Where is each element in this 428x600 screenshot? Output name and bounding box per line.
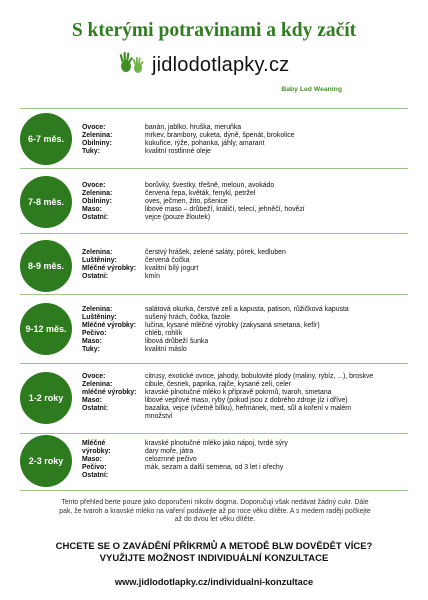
- note-line: Tento přehled berte pouze jako doporučení nikoliv dogma. Doporučuji však nedávat žádný cukr. Dále: [61, 499, 369, 506]
- row-value: libové vepřové maso, ryby (pokud jsou z dobrého zdroje jíz i dříve): [145, 397, 348, 404]
- row-label: Zelenina:: [82, 190, 113, 197]
- row-value: kvalitní bílý jogurt: [145, 265, 199, 272]
- row-label: Obilniny:: [82, 198, 112, 205]
- row-label: Ostatní:: [82, 472, 109, 479]
- row-label: Maso:: [82, 397, 102, 404]
- row-value: kvalitní rostlinné oleje: [145, 148, 211, 155]
- row-value: vejce (pouze žloutek): [145, 214, 211, 221]
- row-value: banán, jablko, hruška, meruňka: [145, 124, 242, 131]
- row-label: Pečivo:: [82, 464, 107, 471]
- logo-text: jidlodotlapky.cz: [152, 53, 290, 76]
- row-label: Maso:: [82, 456, 102, 463]
- row-label: Zelenina:: [82, 306, 113, 313]
- separator: [20, 363, 408, 364]
- row-value: salátová okurka, čerstvé zelí a kapusta, patison, růžičková kapusta: [145, 306, 349, 313]
- row-label: Maso:: [82, 206, 102, 213]
- separator: [20, 233, 408, 234]
- separator: [20, 108, 408, 109]
- row-value: červená řepa, květák, fenykl, petržel: [145, 190, 256, 197]
- row-label: Obilniny:: [82, 140, 112, 147]
- tagline: Baby Led Weaning: [281, 86, 342, 93]
- row-value: sušený hrách, čočka, fazole: [145, 314, 231, 321]
- row-value: kvalitní máslo: [145, 346, 187, 353]
- separator: [20, 294, 408, 295]
- page-title: S kterými potravinami a kdy začít: [71, 20, 357, 41]
- row-label: Luštěniny:: [82, 314, 117, 321]
- row-label: Mléčné: [82, 440, 106, 447]
- row-label: Zelenina:: [82, 132, 113, 139]
- row-value: kmín: [145, 273, 160, 280]
- row-label: Ovoce:: [82, 373, 106, 380]
- row-label: Pečivo:: [82, 330, 107, 337]
- row-label: Ovoce:: [82, 182, 106, 189]
- row-value: dary moře, játra: [145, 448, 194, 455]
- row-value: množství: [145, 413, 173, 420]
- row-value: bazalka, vejce (včetně bílku), heřmánek, med, sůl a koření v malém: [145, 405, 352, 412]
- row-label: Mléčné výrobky:: [82, 265, 136, 272]
- consultation-link[interactable]: www.jidlodotlapky.cz/individualni-konzultace: [114, 577, 314, 587]
- row-label: Ostatní:: [82, 214, 109, 221]
- row-label: Luštěniny:: [82, 257, 117, 264]
- row-value: celozrnné pečivo: [145, 456, 197, 463]
- row-value: libové maso – drůbeží, králičí, telecí, jehněčí, hovězí: [145, 206, 305, 213]
- age-badge: 8-9 měs.: [20, 240, 72, 292]
- row-value: chléb, rohlík: [145, 330, 183, 337]
- row-label: mléčné výrobky:: [82, 389, 137, 396]
- row-label: Mléčné výrobky:: [82, 322, 136, 329]
- row-value: mák, sezam a další semena, od 3 let i ořechy: [145, 464, 284, 471]
- row-value: cibule, česnek, paprika, rajče, kysané zelí, celer: [145, 381, 291, 388]
- cta-heading: CHCETE SE O ZAVÁDĚNÍ PŘÍKRMŮ A METODĚ BLW DOVĚDĚT VÍCE?: [55, 541, 373, 552]
- separator: [20, 433, 408, 434]
- note-line: až do dvou let věku dítěte.: [174, 516, 256, 524]
- row-value: libová drůbeží šunka: [145, 338, 209, 345]
- row-value: červená čočka: [145, 257, 190, 264]
- row-label: Tuky:: [82, 346, 100, 353]
- row-value: borůvky, švestky, třešně, meloun, avokádo: [145, 182, 275, 189]
- age-badge: 7-8 měs.: [20, 176, 72, 228]
- row-label: Ostatní:: [82, 405, 109, 412]
- separator: [20, 168, 408, 169]
- cta-subheading: VYUŽIJTE MOŽNOST INDIVIDUÁLNÍ KONZULTACE: [99, 553, 329, 564]
- row-value: kravské plnotučné mléko k přípravě pokrmů, tvaroh, smetana: [145, 389, 332, 396]
- row-label: Ostatní:: [82, 273, 109, 280]
- logo[interactable]: [118, 52, 289, 78]
- age-badge: 9-12 měs.: [20, 303, 72, 355]
- row-label: Zelenina:: [82, 381, 113, 388]
- row-label: Ovoce:: [82, 124, 106, 131]
- row-label: Maso:: [82, 338, 102, 345]
- row-value: oves, ječmen, žito, pšenice: [145, 198, 228, 205]
- row-label: Zelenina:: [82, 249, 113, 256]
- row-value: citrusy, exotické ovoce, jahody, bobulovité plody (maliny, rybíz, ...), broskve: [145, 373, 374, 380]
- row-label: výrobky:: [82, 448, 111, 455]
- baby-hand-icon: [118, 51, 146, 80]
- age-badge: 6-7 měs.: [20, 113, 72, 165]
- row-value: mrkev, brambory, cuketa, dýně, špenát, brokolice: [145, 132, 295, 139]
- separator: [20, 490, 408, 491]
- row-value: kravské plnotučné mléko jako nápoj, tvrdé sýry: [145, 440, 288, 447]
- row-value: lučina, kysané mléčné výrobky (zakysaná smetana, kefír): [145, 322, 320, 329]
- disclaimer-note: [22, 499, 408, 525]
- note-line: pak, že tvaroh a kravské mléko na vaření podávejte až po roce věku dítěte. A s medem raději počkejte: [59, 507, 371, 515]
- row-value: čerstvý hrášek, zelené saláty, pórek, kedluben: [145, 249, 286, 256]
- row-label: Tuky:: [82, 148, 100, 155]
- age-badge: 1-2 roky: [20, 372, 72, 424]
- age-badge: 2-3 roky: [20, 435, 72, 487]
- row-value: kukuřice, rýže, pohanka, jáhly, amarant: [145, 140, 265, 147]
